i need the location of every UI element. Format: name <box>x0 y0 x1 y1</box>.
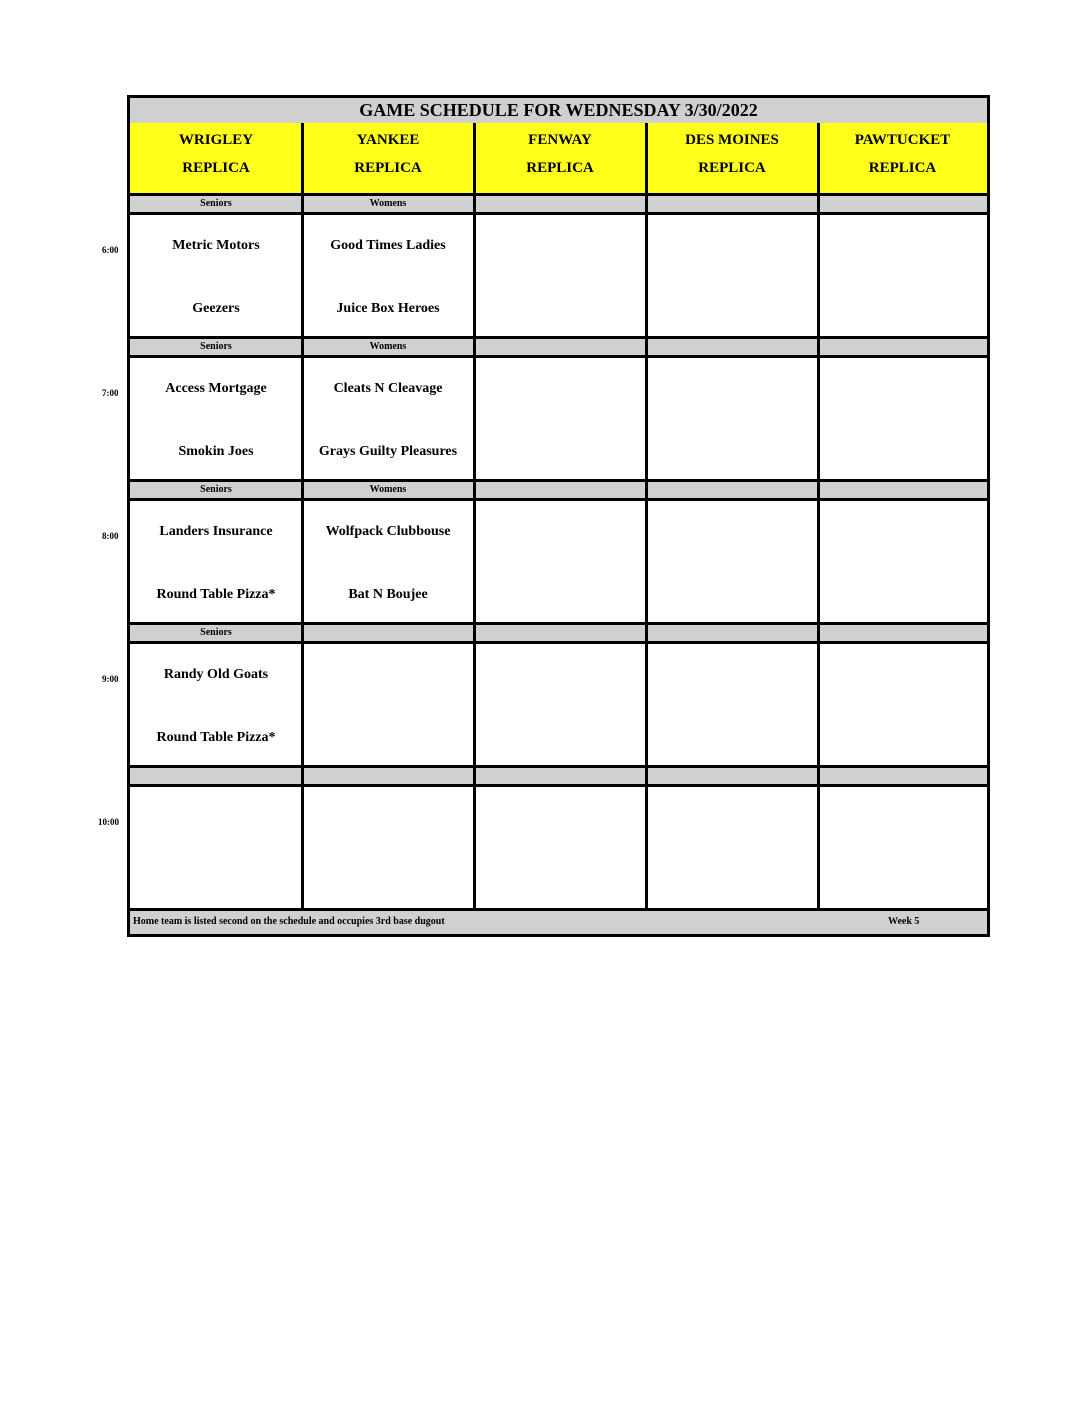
game-cell <box>818 501 987 625</box>
game-cell <box>130 215 302 339</box>
game-cell <box>818 358 987 482</box>
division-label <box>646 339 818 358</box>
game-cell <box>646 501 818 625</box>
division-label <box>818 625 987 644</box>
field-sub: REPLICA <box>182 160 250 176</box>
column-divider <box>817 123 820 910</box>
away-team: Good Times Ladies <box>330 238 446 253</box>
division-label: Seniors <box>130 339 302 358</box>
game-cell <box>646 787 818 911</box>
away-team: Wolfpack Clubbouse <box>325 524 451 539</box>
time-label: 9:00 <box>102 674 119 684</box>
away-team: Cleats N Cleavage <box>333 381 443 396</box>
schedule-title: GAME SCHEDULE FOR WEDNESDAY 3/30/2022 <box>130 98 987 126</box>
game-cell <box>818 644 987 768</box>
field-header-3 <box>646 123 818 196</box>
division-label <box>474 482 646 501</box>
column-divider <box>473 123 476 910</box>
time-label: 10:00 <box>98 817 119 827</box>
away-team: Metric Motors <box>172 238 260 253</box>
division-label <box>474 625 646 644</box>
home-team: Grays Guilty Pleasures <box>318 444 458 459</box>
field-name: DES MOINES <box>685 132 779 148</box>
game-cell <box>646 215 818 339</box>
game-cell <box>130 644 302 768</box>
division-label: Womens <box>302 339 474 358</box>
division-label: Seniors <box>130 625 302 644</box>
footer-note: Home team is listed second on the schedule and occupies 3rd base dugout <box>133 916 445 927</box>
division-label <box>646 196 818 215</box>
field-sub: REPLICA <box>698 160 766 176</box>
game-cell <box>302 215 474 339</box>
game-cell <box>302 358 474 482</box>
field-name: WRIGLEY <box>178 132 254 148</box>
game-cell <box>474 358 646 482</box>
field-sub: REPLICA <box>526 160 594 176</box>
division-label <box>818 482 987 501</box>
field-sub: REPLICA <box>868 160 937 176</box>
division-label <box>130 768 302 787</box>
field-header-1 <box>302 123 474 196</box>
field-sub: REPLICA <box>354 160 422 176</box>
division-label: Womens <box>302 196 474 215</box>
division-label <box>302 768 474 787</box>
away-team: Randy Old Goats <box>163 667 269 682</box>
division-label: Seniors <box>130 482 302 501</box>
week-label: Week 5 <box>888 916 920 927</box>
home-team: Geezers <box>192 301 240 316</box>
game-cell <box>818 215 987 339</box>
schedule-footer <box>130 910 987 934</box>
division-label <box>474 768 646 787</box>
field-header-0 <box>130 123 302 196</box>
column-divider <box>301 123 304 910</box>
game-cell <box>302 787 474 911</box>
field-header-2 <box>474 123 646 196</box>
home-team: Round Table Pizza* <box>156 730 276 745</box>
schedule-table <box>127 95 990 937</box>
division-label <box>646 482 818 501</box>
time-label: 7:00 <box>102 388 119 398</box>
game-cell <box>474 215 646 339</box>
field-name: FENWAY <box>528 132 592 148</box>
time-label: 8:00 <box>102 531 119 541</box>
division-label: Womens <box>302 482 474 501</box>
away-team: Access Mortgage <box>165 381 267 396</box>
home-team: Juice Box Heroes <box>336 301 440 316</box>
division-label <box>302 625 474 644</box>
field-name: PAWTUCKET <box>854 132 951 148</box>
division-label: Seniors <box>130 196 302 215</box>
division-label <box>818 339 987 358</box>
field-name: YANKEE <box>356 132 420 148</box>
game-cell <box>302 501 474 625</box>
division-label <box>474 339 646 358</box>
division-label <box>818 768 987 787</box>
game-cell <box>302 644 474 768</box>
division-label <box>818 196 987 215</box>
game-cell <box>474 501 646 625</box>
game-cell <box>130 501 302 625</box>
field-header-4 <box>818 123 987 196</box>
column-divider <box>645 123 648 910</box>
division-label <box>646 768 818 787</box>
game-cell <box>818 787 987 911</box>
home-team: Smokin Joes <box>178 444 254 459</box>
game-cell <box>646 644 818 768</box>
division-label <box>646 625 818 644</box>
away-team: Landers Insurance <box>159 524 273 539</box>
division-label <box>474 196 646 215</box>
game-cell <box>130 358 302 482</box>
game-cell <box>130 787 302 911</box>
time-label: 6:00 <box>102 245 119 255</box>
home-team: Round Table Pizza* <box>156 587 276 602</box>
game-cell <box>474 787 646 911</box>
game-cell <box>646 358 818 482</box>
game-cell <box>474 644 646 768</box>
home-team: Bat N Boujee <box>348 587 428 602</box>
